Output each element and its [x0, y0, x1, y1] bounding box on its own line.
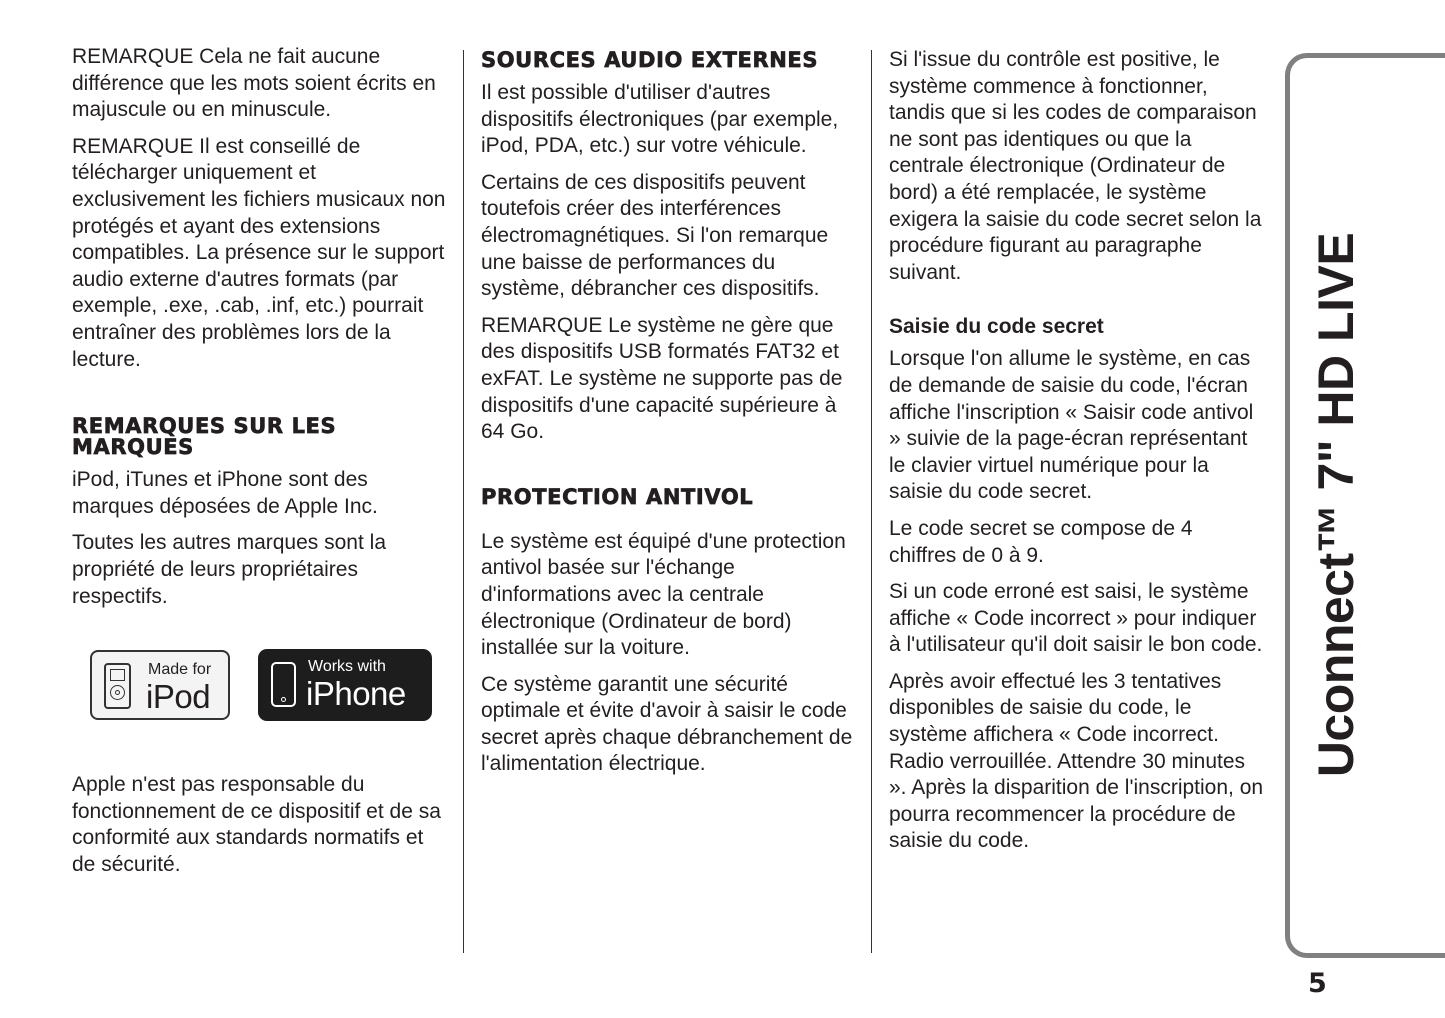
external-devices-intro: Il est possible d'utiliser d'autres dispositifs électroniques (par exemple, iPod, PDA, etc.) sur votre véhicule. — [481, 81, 839, 158]
ipod-label: iPod — [146, 678, 211, 716]
made-for-label: Made for — [148, 661, 212, 679]
page-number: 5 — [1308, 968, 1327, 999]
interference-warning: Certains de ces dispositifs peuvent toutefois créer des interférences électromagnétiques. Si l'on remarque une baisse de performances du système, débrancher ces dispositifs. — [481, 170, 829, 301]
code-format: Le code secret se compose de 4 chiffres de 0 à 9. — [889, 516, 1193, 567]
heading-sources-audio: SOURCES AUDIO EXTERNES — [481, 48, 819, 72]
antitheft-benefit: Ce système garantit une sécurité optimale et évite d'avoir à saisir le code secret après chaque débranchement de l'alimentation électrique. — [481, 672, 853, 776]
column-divider-1 — [463, 50, 464, 953]
iphone-icon — [271, 662, 296, 707]
column-middle — [481, 44, 856, 788]
column-divider-2 — [871, 50, 872, 953]
heading-remarques-marques: REMARQUES SUR LES MARQUES — [72, 414, 337, 460]
heading-protection-antivol: PROTECTION ANTIVOL — [481, 484, 754, 509]
ipod-icon — [104, 663, 131, 709]
iphone-label: iPhone — [306, 675, 406, 713]
apple-logos — [72, 636, 450, 740]
trademark-others: Toutes les autres marques sont la propriété de leurs propriétaires respectifs. — [72, 531, 386, 608]
antitheft-description: Le système est équipé d'une protection antivol basée sur l'échange d'informations avec la centrale électronique (Ordinateur de bord) installée sur la voiture. — [481, 529, 846, 660]
check-result: Si l'issue du contrôle est positive, le système commence à fonctionner, tandis que si les codes de comparaison ne sont pas identiques ou que la centrale électronique (Ordinateur de bord) a été remplacée, le système exigera la saisie du code secret selon la procédure figurant au paragraphe suivant. — [889, 48, 1262, 284]
works-with-iphone-logo — [258, 649, 432, 721]
column-right — [889, 44, 1264, 865]
chapter-title: Uconnect™ 7" HD LIVE — [1308, 232, 1364, 778]
note-music-files: REMARQUE Il est conseillé de télécharger uniquement et exclusivement les fichiers musicaux non protégés et ayant des extensions compatibles. La présence sur le support audio externe d'autres formats (par exemple, .exe, .cab, .inf, etc.) pourrait entraîner des problèmes lors de la lecture. — [72, 134, 446, 371]
made-for-ipod-logo — [90, 650, 230, 720]
code-entry-prompt: Lorsque l'on allume le système, en cas de demande de saisie du code, l'écran affiche l'inscription « Saisir code antivol » suivie de la page-écran représentant le clavier virtuel numérique pour la saisie du code secret. — [889, 347, 1254, 504]
heading-saisie-code: Saisie du code secret — [889, 315, 1104, 339]
trademark-apple: iPod, iTunes et iPhone sont des marques déposées de Apple Inc. — [72, 468, 378, 518]
note-case-insensitive: REMARQUE Cela ne fait aucune différence que les mots soient écrits en majuscule ou en minuscule. — [72, 45, 436, 122]
lockout-note: Après avoir effectué les 3 tentatives disponibles de saisie du code, le système affichera « Code incorrect. Radio verrouillée. Attendre 30 minutes ». Après la disparition de l'inscription, on pourra recommencer la procédure de saisie du code. — [889, 669, 1264, 853]
works-with-label: Works with — [308, 658, 386, 676]
wrong-code: Si un code erroné est saisi, le système affiche « Code incorrect » pour indiquer à l'utilisateur qu'il doit saisir le bon code. — [889, 580, 1263, 657]
column-left — [72, 44, 450, 888]
usb-format-note: REMARQUE Le système ne gère que des dispositifs USB formatés FAT32 et exFAT. Le système ne supporte pas de dispositifs d'une capacité supérieure à 64 Go. — [481, 313, 843, 444]
apple-disclaimer: Apple n'est pas responsable du fonctionnement de ce dispositif et de sa conformité aux standards normatifs et de sécurité. — [72, 773, 441, 876]
